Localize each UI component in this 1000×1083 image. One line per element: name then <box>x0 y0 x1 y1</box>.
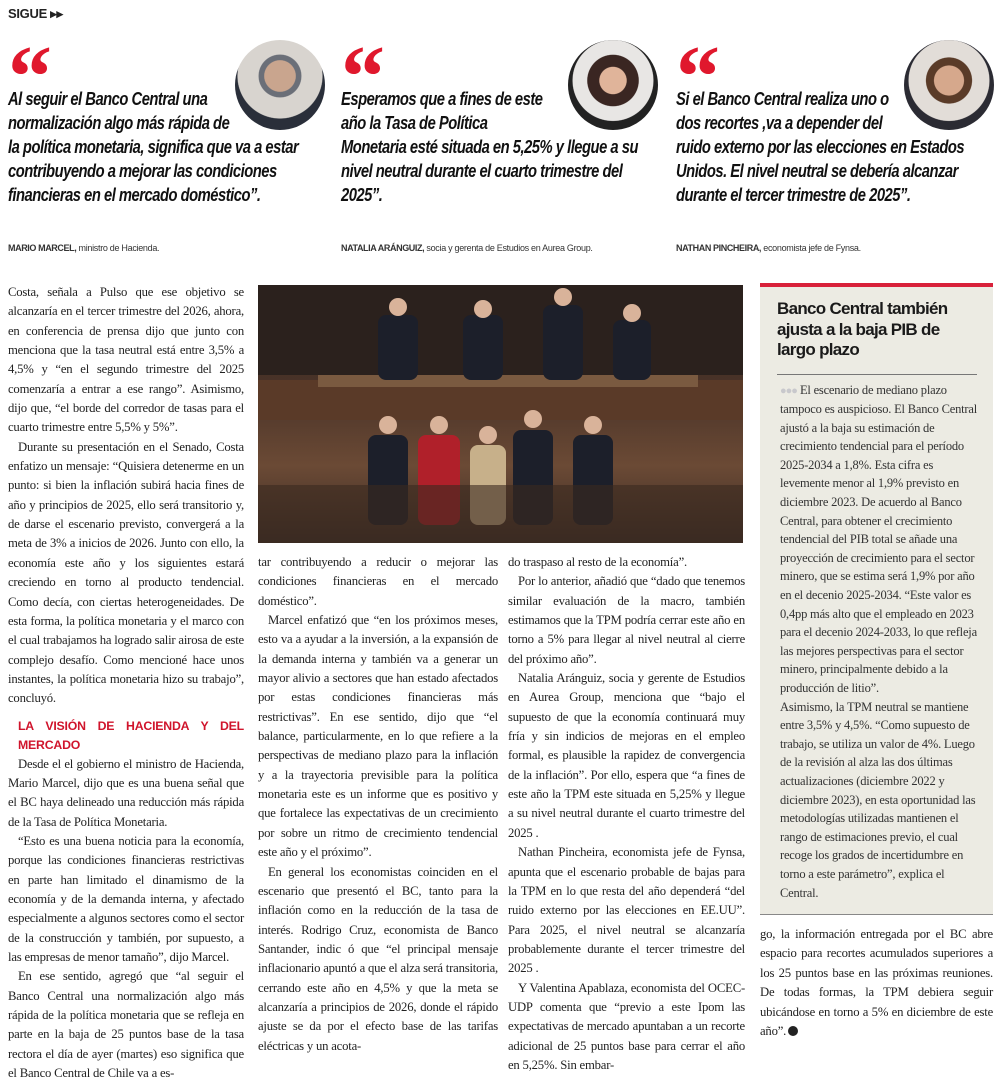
sidebar-title: Banco Central también ajusta a la baja PIB de largo plazo <box>777 299 948 359</box>
article-column-1 <box>8 283 244 1083</box>
paragraph: Durante su presentación en el Senado, Costa enfatizo un mensaje: “Quisiera detenerme en un punto: si bien la inflación subirá hacia fines de año y principios de 2025, ello será transitorio y, de darse el escenario previsto, convergerá a la meta de 3% a inicios de 2026. Junto con ello, la economía este año y los siguientes estará creciendo en torno al producto tendencial. Como decía, con ciertas heterogeneidades. De esta forma, la política monetaria y el marco con el cual trabajamos ha logrado salir airosa de este complejo desafío. Como mencioné hace unos instantes, la política monetaria hizo su trabajo”, concluyó. <box>8 439 244 706</box>
pull-quote-pincheira <box>676 29 996 260</box>
senate-presentation-photo <box>258 285 743 543</box>
paragraph: Natalia Aránguiz, socia y gerente de Estudios en Aurea Group, menciona que “bajo el supuesto de que la economía continuará muy fría y sin indicios de mejoras en el empleo formal, es plausible la rapidez de convergencia de la inflación”. Por ello, espera que “a fines de este año la TPM este situada en 5,25% y llegue a su nivel neutral durante el cuarto trimestre del 2025 . <box>508 671 745 840</box>
article-column-2 <box>258 553 498 1056</box>
paragraph: Desde el el gobierno el ministro de Hacienda, Mario Marcel, dijo que es una buena señal que el BC haya delineado una reducción más rápida de la Tasa de Política Monetaria. <box>8 756 244 829</box>
quote-attribution: MARIO MARCEL, ministro de Hacienda. <box>8 243 160 253</box>
paragraph: Por lo anterior, añadió que “dado que tenemos similar evaluación de la macro, también estimamos que la TPM podría cerrar este año en torno a 5% para llegar al nivel neutral al cierre del próximo año”. <box>508 574 745 666</box>
paragraph: Nathan Pincheira, economista jefe de Fynsa, apunta que el escenario probable de bajas para la TPM en lo que resta del año dependerá “del ruido externo por las elecciones en EE.UU”. Para 2025, el nivel neutral se alcanzaría probablemente durante el tercer trimestre del 2025 . <box>508 845 745 976</box>
section-label: SIGUE ▸▸ <box>8 6 63 21</box>
paragraph: go, la información entregada por el BC abre espacio para recortes acumulados superiores a los 25 puntos base en las próximas reuniones. De todas formas, la TPM debiera seguir ubicándose en torno a 5% en diciembre de este año”. <box>760 927 993 1038</box>
paragraph: tar contribuyendo a reducir o mejorar las condiciones financieras en el mercado doméstico”. <box>258 555 498 608</box>
paragraph: “Esto es una buena noticia para la economía, porque las condiciones financieras restrictivas en parte han limitado el dinamismo de la economía y de la demanda interna, y afectado especialmente a algunos sectores como el sector de la construcción y también, por supuesto, a las empresas de menor tamaño”, dijo Marcel. <box>8 833 244 964</box>
paragraph: do traspaso al resto de la economía”. <box>508 555 687 569</box>
lead-dots-icon: ●●● <box>780 384 797 397</box>
article-column-3 <box>508 553 745 1075</box>
quote-attribution: NATALIA ARÁNGUIZ, socia y gerenta de Estudios en Aurea Group. <box>341 243 593 253</box>
paragraph: Asimismo, la TPM neutral se mantiene entre 3,5% y 4,5%. “Como supuesto de trabajo, se utiliza un valor de 4%. Luego de la revisión al alza las dos últimas actualizaciones (diciembre 2022 y diciembre 2023), en esta oportunidad las metodologías utilizadas mantienen el rango de estimaciones previo, el cual recoge los grados de incertidumbre en torno a este parámetro”, explica el Central. <box>780 699 976 900</box>
paragraph: En ese sentido, agregó que “al seguir el Banco Central una normalización algo más rápida de la política monetaria que se refleja en parte en la baja de 25 puntos base de la tasa rectora el día de ayer (martes) eso significa que el Banco Central de Chile va a es- <box>8 969 244 1081</box>
paragraph: En general los economistas coinciden en el escenario que presentó el BC, tanto para la inflación como en la reducción de la tasa de interés. Rodrigo Cruz, economista de Banco Santander, indic ó que “el principal mensaje inflacionario apuntó a que el alza será transitoria, cerrando este año en 4,5% y que la meta se alcanzaría a principios de 2026, donde el rápido ajuste se da por el efecto base de las tarifas eléctricas y un acota- <box>258 864 498 1053</box>
divider <box>777 374 977 375</box>
paragraph: Costa, señala a Pulso que ese objetivo se alcanzaría en el tercer trimestre del 2026, ahora, en conferencia de prensa dijo que junto con menciona que la tasa neutral está entre 3,5% a 4,5% y “en el segundo trimestre del 2025 comenzaría a entrar a ese rango”. Asimismo, dijo que, “el borde del corredor de tasas para el cuarto trimestre entre 5,5% y 5%”. <box>8 285 244 435</box>
sidebar-box <box>760 283 993 915</box>
paragraph: Y Valentina Apablaza, economista del OCEC-UDP comenta que “previo a este Ipom las expectativas de mercado apuntaban a un recorte adicional de 25 puntos base para cerrar el año en 5,25%. Sin embar- <box>508 980 745 1072</box>
quote-mark-icon: “ <box>8 29 44 126</box>
quote-mark-icon: “ <box>341 29 377 126</box>
article-column-4 <box>760 925 993 1041</box>
pull-quote-marcel <box>8 29 328 260</box>
subheading: LA VISIÓN DE HACIENDA Y DEL MERCADO <box>18 718 244 752</box>
quote-text: Si el Banco Central realiza uno o dos recortes ,va a depender del ruido externo por las elecciones en Estados Unidos. El nivel neutral se debería alcanzar durante el tercer trimestre de 2025”. <box>676 89 965 205</box>
paragraph: Marcel enfatizó que “en los próximos meses, esto va a ayudar a la inversión, a la expansión de la demanda interna y también va a generar un mayor alivio a sectores que han estado afectados por estas condiciones financieras más restrictivas”. En ese sentido, dijo que “el balance, particularmente, en lo que refiere a la perspectivas de mediano plazo para la inflación y a la trayectoria previsible para la política monetaria este es un informe que es positivo y que fortalece las expectativas de un crecimiento por sobre un ritmo de crecimiento tendencial este año y el próximo”. <box>258 613 498 860</box>
paragraph: ●●● El escenario de mediano plazo tampoco es auspicioso. El Banco Central ajustó a la baja su estimación de crecimiento tendencial para el período 2025-2034 a 1,8%. Esta cifra es levemente menor al 1,9% previsto en diciembre 2023. De acuerdo al Banco Central, para obtener el crecimiento tendencial del PIB total se añade una proyección de crecimiento para el sector minero, que se estima será 1,9% por año en el decenio 2025-2034. “Este valor es 0,4pp más alto que el empleado en 2023 para el decenio 2024-2033, lo que refleja las mejores perspectivas para el sector minero, principalmente debido a la producción de litio”. <box>780 382 978 695</box>
sidebar-body <box>780 381 979 903</box>
end-mark-icon <box>788 1026 798 1036</box>
right-column <box>760 283 993 1041</box>
quote-text: Al seguir el Banco Central una normalización algo más rápida de la política monetaria, significa que va a estar contribuyendo a mejorar las condiciones financieras en el mercado doméstico”. <box>8 89 299 205</box>
pull-quote-aranguiz <box>341 29 661 260</box>
quote-attribution: NATHAN PINCHEIRA, economista jefe de Fynsa. <box>676 243 861 253</box>
quote-mark-icon: “ <box>676 29 712 126</box>
quote-text: Esperamos que a fines de este año la Tasa de Política Monetaria esté situada en 5,25% y llegue a su nivel neutral durante el cuarto trimestre del 2025”. <box>341 89 638 205</box>
